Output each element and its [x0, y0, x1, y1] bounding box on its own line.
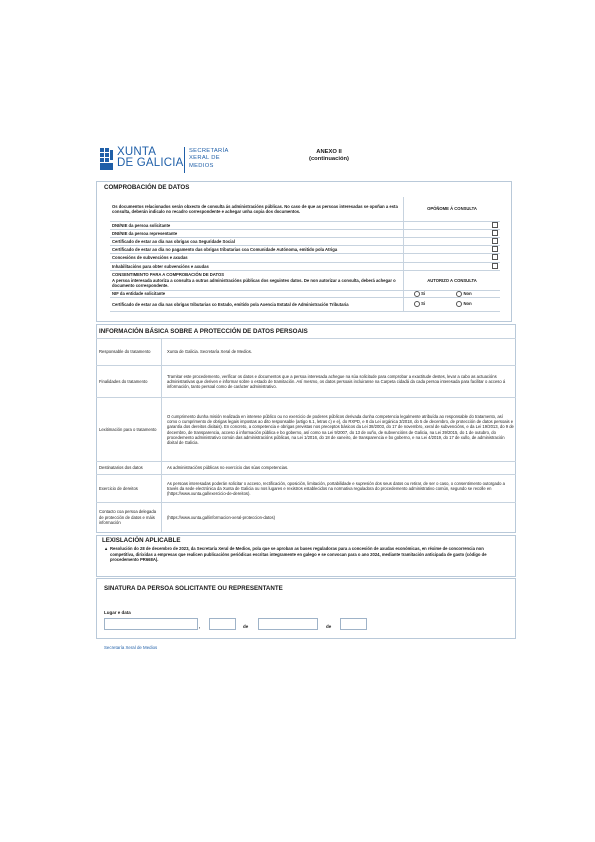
- data-protection-table: [96, 338, 516, 532]
- table-row: Responsable do tratamento Xunta de Galicia. Secretaría Xeral de Medios.: [96, 339, 516, 366]
- table-row: Lexitimación para o tratamento O cumprimento dunha misión realizada en interese público ou no exercicio de poderes públicos derivada dunha competencia legalmente atribuída ao responsable do tratamento, así como o cumprimento de obrigas legais impostas ao dito responsable (artigo 6.1, letras c) e e), do RXPD, e 8 da Lei orgánica 3/2018, do 5 de decembro, de protección de datos persoais e garantía dos dereitos dixitais). En concreto, a competencia e obrigas previstas nos preceptos básicos da Lei 38/2003, do 17 de novembro, xeral de subvencións, e da Lei 19/2013, do 9 de decembro, de transparencia, acceso á información pública e bo goberno, así como na Lei 9/2007, do 13 de xuño, de subvencións de Galicia, na Lei 39/2015, do 1 de outubro, do procedemento administrativo común das administracións públicas, na Lei 1/2016, do 18 de xaneiro, de transparencia e bo goberno, e na Lei 4/2019, do 17 de xullo, de administración dixital de Galicia.: [96, 398, 516, 462]
- yes-radio[interactable]: [414, 301, 420, 307]
- table-row: Contacto coa persoa delegada de protección de datos e máis información (https://www.xunta.gal/informacion-xeral-proteccion-datos): [96, 503, 516, 532]
- legislation-title: LEXISLACIÓN APLICABLE: [102, 537, 181, 544]
- day-input[interactable]: [209, 618, 236, 630]
- oppose-checkbox[interactable]: [492, 238, 498, 244]
- no-label: Non: [463, 290, 472, 296]
- yes-label: Si: [421, 290, 426, 296]
- annex-label: ANEXO II (continuación): [309, 149, 349, 163]
- place-input[interactable]: [104, 618, 201, 630]
- footer-text: Secretaría Xeral de Medios: [104, 645, 158, 650]
- consent-title: CONSENTIMENTO PARA A COMPROBACIÓN DE DATOS: [112, 272, 225, 278]
- table-row: Certificado de estar ao día nas obrigas tributarias co Estado, emitido pola Axencia Estatal de Administración Tributaria Si Non: [110, 297, 500, 311]
- logo-department: SECRETARÍA XERAL DE MEDIOS: [189, 148, 229, 169]
- oppose-checkbox[interactable]: [492, 230, 498, 236]
- authorize-header: AUTORIZO A CONSULTA: [404, 270, 501, 290]
- no-radio[interactable]: [456, 291, 462, 297]
- signature-title: SINATURA DA PERSOA SOLICITANTE OU REPRESENTANTE: [104, 585, 283, 592]
- table-row: Destinatarios dos datos As administracións públicas no exercicio das súas competencias.: [96, 462, 516, 475]
- no-label: Non: [463, 301, 472, 307]
- comma-label: ,: [199, 624, 201, 629]
- consent-block: [110, 270, 404, 290]
- place-date-label: Lugar e data: [104, 610, 131, 615]
- no-radio[interactable]: [456, 301, 462, 307]
- table-row: Concesións de subvencións e axudas: [110, 254, 500, 262]
- data-verification-title: COMPROBACIÓN DE DATOS: [104, 184, 190, 191]
- yes-radio[interactable]: [414, 291, 420, 297]
- data-protection-title: INFORMACIÓN BÁSICA SOBRE A PROTECCIÓN DE DATOS PERSOAIS: [99, 328, 308, 335]
- table-row: Certificado de estar ao día nas obrigas coa Seguridade Social: [110, 237, 500, 245]
- verification-intro: Os documentos relacionados serán obxecto de consulta ás administracións públicas. No caso de que as persoas interesadas se opoñan a esta consulta, deberán indicalo no recadro correspondente e achegar unha copia dos documentos.: [110, 197, 404, 221]
- de-label-1: de: [243, 624, 249, 629]
- month-input[interactable]: [258, 618, 318, 630]
- legislation-item: Resolución do 28 de decembro de 2023, da Secretaría Xeral de Medios, pola que se aproban as bases reguladoras para a concesión de axudas económicas, en réxime de concorrencia non competitiva, dirixidas a empresas que realicen publicacións periódicas escritas integramente en galego e se convocan para o ano 2024, mediante tramitación anticipada de gasto (código de procedemento PR668A).: [110, 546, 487, 563]
- table-row: NIF da entidade solicitante Si Non: [110, 290, 500, 297]
- logo-separator: [184, 147, 185, 173]
- xunta-logo-icon: [100, 146, 114, 176]
- logo-wordmark: XUNTA DE GALICIA: [117, 146, 184, 169]
- yes-label: Si: [421, 301, 426, 307]
- oppose-checkbox[interactable]: [492, 222, 498, 228]
- table-row: Certificado de estar ao día no pagamento das obrigas tributarias coa Comunidade Autónoma, emitido pola Atriga: [110, 246, 500, 254]
- bullet-icon: ▲: [104, 546, 109, 551]
- oppose-checkbox[interactable]: [492, 246, 498, 252]
- table-row: Finalidades do tratamento Tramitar este procedemento, verificar os datos e documentos que a persoa interesada achegue na súa solicitude para comprobar a exactitude destes, levar a cabo as actuacións administrativas que deriven e informar sobre o estado de tramitación. Así mesmo, os datos persoais incluiranse na Carpeta cidadá da cada persoa interesada para facilitar o acceso á información, tanto persoal como de carácter administrativo.: [96, 366, 516, 398]
- oppose-header: OPÓÑOME Á CONSULTA: [404, 197, 501, 221]
- consent-text: A persoa interesada autoriza a consulta a outras administracións públicas dos seguintes datos. De non autorizar a consulta, deberá achegar o documento correspondente.: [112, 277, 396, 288]
- table-row: Exercicio de dereitos As persoas interesadas poderán solicitar o acceso, rectificación, oposición, limitación, portabilidade e supresión dos seus datos ou retirar, de ser o caso, o consentimento outorgado a través da sede electrónica da Xunta de Galicia ou nos lugares e rexistros establecidos na normativa reguladora do procedemento administrativo común, segundo se recolle en (https://www.xunta.gal/exercicio-de-dereitos).: [96, 475, 516, 503]
- data-verification-table: [110, 197, 500, 312]
- year-input[interactable]: [340, 618, 367, 630]
- oppose-checkbox[interactable]: [492, 254, 498, 260]
- table-row: Inhabilitacións para obter subvencións e axudas: [110, 262, 500, 270]
- table-row: DNI/NIE da persoa representante: [110, 229, 500, 237]
- oppose-checkbox[interactable]: [492, 263, 498, 269]
- table-row: DNI/NIE da persoa solicitante: [110, 221, 500, 229]
- de-label-2: de: [326, 624, 332, 629]
